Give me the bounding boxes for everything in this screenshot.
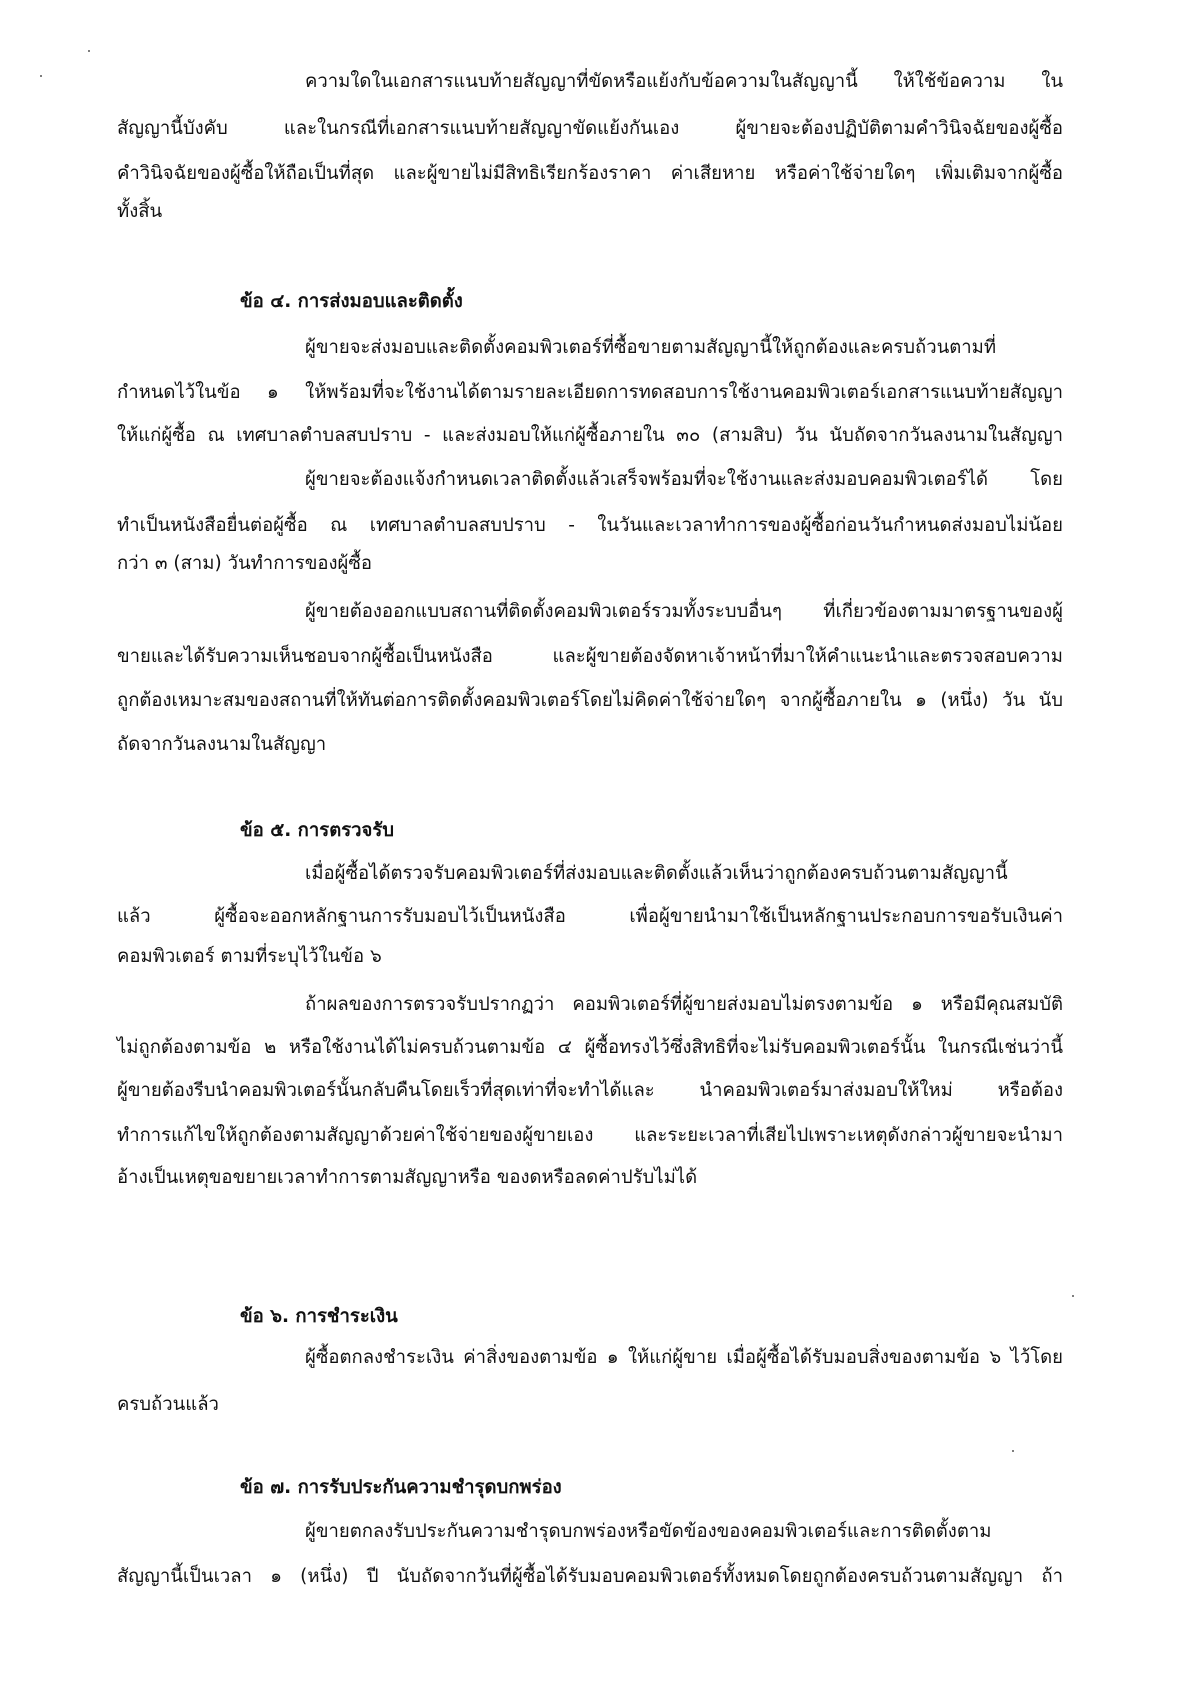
paragraph-line: ไม่ถูกต้องตามข้อ ๒ หรือใช้งานได้ไม่ครบถ้วนตามข้อ ๔ ผู้ซื้อทรงไว้ซึ่งสิทธิที่จะไม่รับคอมพิวเตอร์นั้น ในกรณีเช่นว่านี้ (117, 1037, 1063, 1058)
clause-5-heading: ข้อ ๕. การตรวจรับ (240, 820, 395, 841)
paragraph-line: ผู้ขายจะต้องแจ้งกำหนดเวลาติดตั้งแล้วเสร็จพร้อมที่จะใช้งานและส่งมอบคอมพิวเตอร์ได้ โดย (305, 469, 1063, 490)
paragraph-line: แล้ว ผู้ซื้อจะออกหลักฐานการรับมอบไว้เป็นหนังสือ เพื่อผู้ขายนำมาใช้เป็นหลักฐานประกอบการขอรับเงินค่า (117, 906, 1063, 927)
paragraph-line: ถัดจากวันลงนามในสัญญา (117, 734, 327, 755)
clause-7-heading: ข้อ ๗. การรับประกันความชำรุดบกพร่อง (240, 1477, 562, 1498)
paragraph-line: ผู้ขายตกลงรับประกันความชำรุดบกพร่องหรือขัดข้องของคอมพิวเตอร์และการติดตั้งตาม (305, 1521, 992, 1542)
paragraph-line: สัญญานี้เป็นเวลา ๑ (หนึ่ง) ปี นับถัดจากวันที่ผู้ซื้อได้รับมอบคอมพิวเตอร์ทั้งหมดโดยถูกต้องครบถ้วนตามสัญญา ถ้า (117, 1566, 1063, 1587)
scan-speck (1072, 1295, 1074, 1297)
paragraph-line: ทั้งสิ้น (117, 201, 163, 222)
scan-speck (88, 50, 90, 52)
paragraph-line: ผู้ขายต้องรีบนำคอมพิวเตอร์นั้นกลับคืนโดยเร็วที่สุดเท่าที่จะทำได้และ นำคอมพิวเตอร์มาส่งมอบให้ใหม่ หรือต้อง (117, 1080, 1063, 1101)
paragraph-line: สัญญานี้บังคับ และในกรณีที่เอกสารแนบท้ายสัญญาขัดแย้งกันเอง ผู้ขายจะต้องปฏิบัติตามคำวินิจฉัยของผู้ซื้อ (117, 118, 1063, 139)
paragraph-line: อ้างเป็นเหตุขอขยายเวลาทำการตามสัญญาหรือ ของดหรือลดค่าปรับไม่ได้ (117, 1167, 698, 1188)
paragraph-line: ให้แก่ผู้ซื้อ ณ เทศบาลตำบลสบปราบ - และส่งมอบให้แก่ผู้ซื้อภายใน ๓๐ (สามสิบ) วัน นับถัดจากวันลงนามในสัญญา (117, 425, 1063, 446)
paragraph-line: ความใดในเอกสารแนบท้ายสัญญาที่ขัดหรือแย้งกับข้อความในสัญญานี้ ให้ใช้ข้อความ ใน (305, 71, 1063, 92)
paragraph-line: กำหนดไว้ในข้อ ๑ ให้พร้อมที่จะใช้งานได้ตามรายละเอียดการทดสอบการใช้งานคอมพิวเตอร์เอกสารแนบท้ายสัญญา (117, 382, 1063, 403)
paragraph-line: ถ้าผลของการตรวจรับปรากฏว่า คอมพิวเตอร์ที่ผู้ขายส่งมอบไม่ตรงตามข้อ ๑ หรือมีคุณสมบัติ (305, 994, 1063, 1015)
paragraph-line: ครบถ้วนแล้ว (117, 1394, 219, 1415)
scan-speck (1012, 1450, 1014, 1452)
paragraph-line: ผู้ขายจะส่งมอบและติดตั้งคอมพิวเตอร์ที่ซื้อขายตามสัญญานี้ให้ถูกต้องและครบถ้วนตามที่ (305, 337, 997, 358)
paragraph-line: คำวินิจฉัยของผู้ซื้อให้ถือเป็นที่สุด และผู้ขายไม่มีสิทธิเรียกร้องราคา ค่าเสียหาย หรือค่าใช้จ่ายใดๆ เพิ่มเติมจากผู้ซื้อ (117, 163, 1063, 184)
paragraph-line: ทำการแก้ไขให้ถูกต้องตามสัญญาด้วยค่าใช้จ่ายของผู้ขายเอง และระยะเวลาที่เสียไปเพราะเหตุดังกล่าวผู้ขายจะนำมา (117, 1125, 1063, 1146)
paragraph-line: ทำเป็นหนังสือยื่นต่อผู้ซื้อ ณ เทศบาลตำบลสบปราบ - ในวันและเวลาทำการของผู้ซื้อก่อนวันกำหนดส่งมอบไม่น้อย (117, 515, 1063, 536)
paragraph-line: ถูกต้องเหมาะสมของสถานที่ให้ทันต่อการติดตั้งคอมพิวเตอร์โดยไม่คิดค่าใช้จ่ายใดๆ จากผู้ซื้อภายใน ๑ (หนึ่ง) วัน นับ (117, 690, 1063, 711)
paragraph-line: คอมพิวเตอร์ ตามที่ระบุไว้ในข้อ ๖ (117, 946, 382, 967)
paragraph-line: ขายและได้รับความเห็นชอบจากผู้ซื้อเป็นหนังสือ และผู้ขายต้องจัดหาเจ้าหน้าที่มาให้คำแนะนำและตรวจสอบความ (117, 646, 1063, 667)
clause-6-heading: ข้อ ๖. การชำระเงิน (240, 1306, 398, 1327)
paragraph-line: กว่า ๓ (สาม) วันทำการของผู้ซื้อ (117, 553, 373, 574)
scan-speck (40, 75, 42, 77)
clause-4-heading: ข้อ ๔. การส่งมอบและติดตั้ง (240, 291, 463, 312)
paragraph-line: ผู้ขายต้องออกแบบสถานที่ติดตั้งคอมพิวเตอร์รวมทั้งระบบอื่นๆ ที่เกี่ยวข้องตามมาตรฐานของผู้ (305, 601, 1063, 622)
paragraph-line: เมื่อผู้ซื้อได้ตรวจรับคอมพิวเตอร์ที่ส่งมอบและติดตั้งแล้วเห็นว่าถูกต้องครบถ้วนตามสัญญานี้ (305, 863, 1008, 884)
paragraph-line: ผู้ซื้อตกลงชำระเงิน ค่าสิ่งของตามข้อ ๑ ให้แก่ผู้ขาย เมื่อผู้ซื้อได้รับมอบสิ่งของตามข้อ ๖ ไว้โดย (305, 1347, 1063, 1368)
